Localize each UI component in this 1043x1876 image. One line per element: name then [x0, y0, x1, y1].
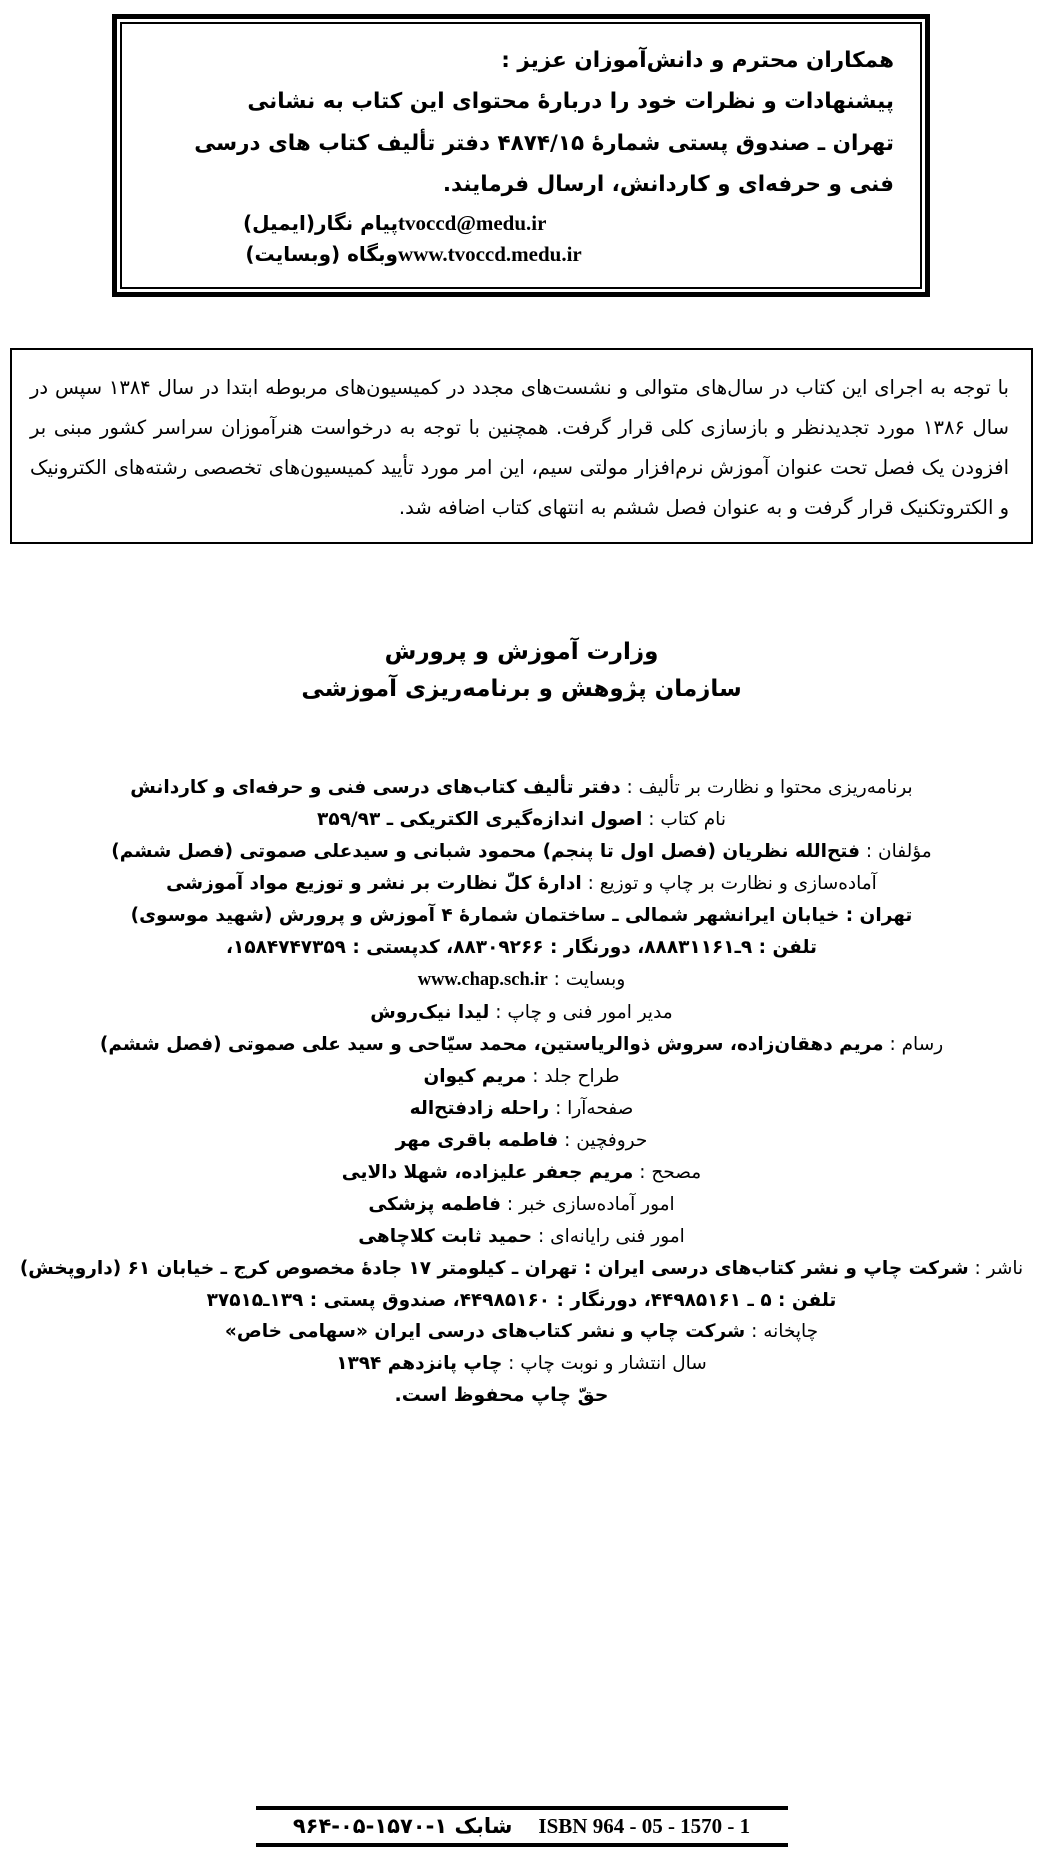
credit-value: مریم کیوان [423, 1065, 527, 1087]
website-label: وبگاه (وبسایت) [245, 242, 398, 267]
organization-name: سازمان پژوهش و برنامه‌ریزی آموزشی [301, 675, 742, 702]
credit-line [10, 932, 1033, 964]
isbn-en-label: ISBN 964 - 05 - 1570 - 1 [538, 1814, 751, 1838]
credit-line [10, 997, 1033, 1029]
credit-line [10, 1189, 1033, 1221]
notice-line-suggestions: پیشنهادات و نظرات خود را دربارهٔ محتوای این کتاب به نشانی [247, 89, 894, 115]
credit-value: فتح‌الله نظریان (فصل اول تا پنجم) محمود شبانی و سیدعلی صموتی (فصل ششم) [111, 840, 860, 862]
isbn-bar [0, 1806, 1043, 1847]
copyright-notice: حقّ چاپ محفوظ است. [394, 1384, 609, 1407]
credit-line [10, 1093, 1033, 1125]
credit-value: راحله زادفتح‌اله [409, 1097, 550, 1119]
email-row [148, 211, 894, 236]
credit-line [10, 804, 1033, 836]
credit-label: امور فنی رایانه‌ای : [532, 1225, 685, 1247]
credit-label: طراح جلد : [526, 1065, 620, 1087]
credit-label: آماده‌سازی و نظارت بر چاپ و توزیع : [581, 872, 877, 894]
colophon-credits [10, 772, 1033, 1406]
email-value[interactable]: tvoccd@medu.ir [398, 211, 547, 236]
credit-value: اصول اندازه‌گیری الکتریکی ـ ۳۵۹/۹۳ [317, 808, 643, 830]
credit-line [10, 868, 1033, 900]
credit-label: وبسایت : [547, 968, 626, 990]
revision-history-text: با توجه به اجرای این کتاب در سال‌های متوالی و نشست‌های مجدد در کمیسیون‌های مربوطه ابتدا در سال ۱۳۸۴ سپس در سال ۱۳۸۶ مورد تجدیدنظر و بازسازی کلی قرار گرفت. همچنین با توجه به درخواست هنرآموزان سراسر کشور مبنی بر افزودن یک فصل تحت عنوان آموزش نرم‌افزار مولتی سیم، این امر مورد تأیید کمیسیون‌های تخصصی رشته‌های الکترونیک و الکتروتکنیک قرار گرفت و به عنوان فصل ششم به انتهای کتاب اضافه شد. [30, 376, 1009, 519]
credit-line [10, 1157, 1033, 1189]
website-row [148, 242, 894, 267]
credit-value: فاطمه باقری مهر [395, 1129, 559, 1151]
credit-line [10, 1125, 1033, 1157]
credit-line [10, 1285, 1033, 1317]
revision-history-box [10, 348, 1033, 544]
credit-line [10, 1029, 1033, 1061]
credit-value: حمید ثابت کلاچاهی [358, 1225, 533, 1247]
credit-value: چاپ پانزدهم ۱۳۹۴ [336, 1353, 503, 1375]
credit-line [10, 900, 1033, 932]
credit-value: فاطمه پزشکی [368, 1193, 501, 1215]
credit-value: دفتر تألیف کتاب‌های درسی فنی و حرفه‌ای و کاردانش [130, 777, 621, 798]
notice-line-send: فنی و حرفه‌ای و کاردانش، ارسال فرمایند. [442, 171, 894, 197]
feedback-notice-box [112, 14, 930, 297]
notice-line-greeting: همکاران محترم و دانش‌آموزان عزیز : [501, 48, 894, 73]
feedback-notice-inner [120, 22, 922, 289]
credit-label: برنامه‌ریزی محتوا و نظارت بر تألیف : [620, 777, 913, 798]
credit-label: چاپخانه : [745, 1321, 819, 1343]
credit-label: رسام : [883, 1033, 944, 1055]
credit-value: مریم جعفر علیزاده، شهلا دالایی [341, 1161, 634, 1183]
isbn-box [256, 1806, 788, 1847]
credit-label: مصحح : [633, 1161, 702, 1183]
credit-line [10, 1316, 1033, 1348]
credit-line [10, 772, 1033, 804]
credit-label: حروفچین : [558, 1129, 648, 1151]
credit-value: مریم دهقان‌زاده، سروش ذوالریاستین، محمد سیّاحی و سید علی صموتی (فصل ششم) [99, 1033, 884, 1055]
credit-line [10, 1253, 1033, 1285]
credit-value: شرکت چاپ و نشر کتاب‌های درسی ایران «سهامی خاص» [224, 1321, 746, 1343]
credit-line [10, 1348, 1033, 1380]
credit-value: تلفن : ۹ـ۸۸۸۳۱۱۶۱، دورنگار : ۸۸۳۰۹۲۶۶، کدپستی : ۱۵۸۴۷۴۷۳۵۹، [226, 936, 817, 958]
credit-label: امور آماده‌سازی خبر : [500, 1193, 675, 1215]
credit-line [10, 836, 1033, 868]
credit-label: سال انتشار و نوبت چاپ : [502, 1353, 707, 1375]
credit-label: مؤلفان : [860, 840, 932, 862]
credit-value: شرکت چاپ و نشر کتاب‌های درسی ایران : تهران ـ کیلومتر ۱۷ جادهٔ مخصوص کرج ـ خیابان ۶۱ (داروپخش) [19, 1257, 969, 1279]
ministry-heading [0, 634, 1043, 708]
ministry-name: وزارت آموزش و پرورش [384, 639, 659, 665]
credit-value: ادارهٔ کلّ نظارت بر نشر و توزیع مواد آموزشی [166, 872, 582, 894]
credit-value: تهران : خیابان ایرانشهر شمالی ـ ساختمان شمارهٔ ۴ آموزش و پرورش (شهید موسوی) [130, 904, 913, 926]
credit-label: صفحه‌آرا : [549, 1097, 634, 1119]
credit-value-url[interactable]: www.chap.sch.ir [417, 969, 548, 990]
credit-line [10, 1221, 1033, 1253]
credit-line [10, 964, 1033, 997]
notice-line-address: تهران ـ صندوق پستی شمارهٔ ۴۸۷۴/۱۵ دفتر تألیف کتاب های درسی [194, 130, 894, 156]
isbn-fa-label: شابک ۱-۱۵۷۰-۰۵-۹۶۴ [292, 1814, 513, 1838]
credit-label: مدیر امور فنی و چاپ : [489, 1001, 673, 1023]
credit-label: ناشر : [968, 1257, 1024, 1279]
credit-line [10, 1061, 1033, 1093]
website-value[interactable]: www.tvoccd.medu.ir [398, 242, 582, 267]
credit-value: لیدا نیک‌روش [370, 1001, 490, 1023]
credit-label: نام کتاب : [642, 808, 726, 830]
email-label: پیام نگار(ایمیل) [242, 211, 398, 236]
credit-value: تلفن : ۵ ـ ۴۴۹۸۵۱۶۱، دورنگار : ۴۴۹۸۵۱۶۰، صندوق پستی : ۱۳۹ـ۳۷۵۱۵ [206, 1289, 837, 1311]
